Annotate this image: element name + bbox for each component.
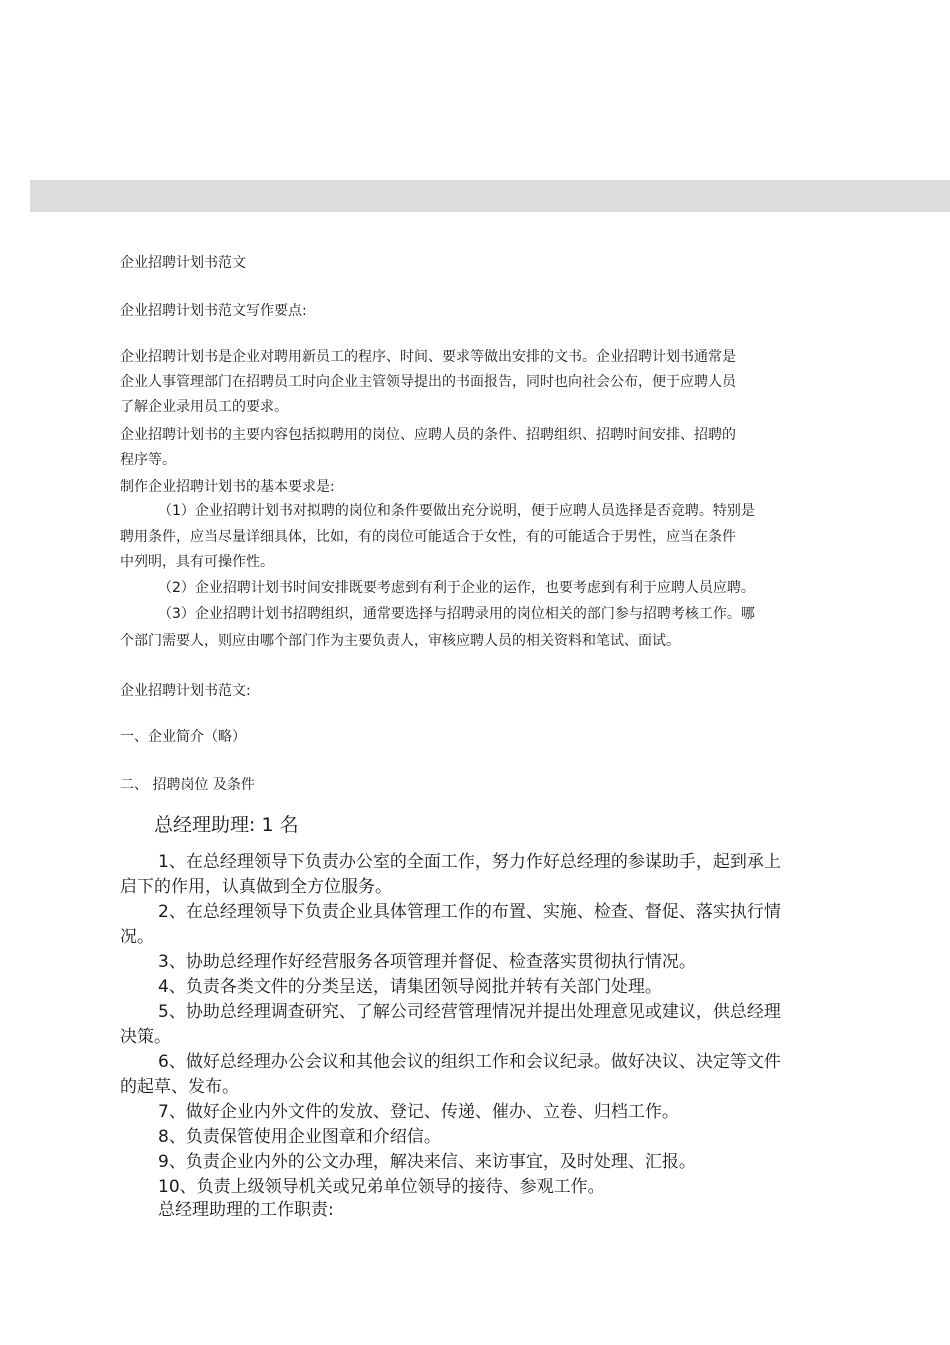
duty-line: 2、在总经理领导下负责企业具体管理工作的布置、实施、检查、督促、落实执行情 <box>158 902 781 922</box>
duty-line: 5、协助总经理调查研究、了解公司经营管理情况并提出处理意见或建议，供总经理 <box>158 1002 781 1022</box>
duty-line: 总经理助理的工作职责: <box>158 1200 334 1220</box>
intro-line: 企业人事管理部门在招聘员工时向企业主管领导提出的书面报告，同时也向社会公布，便于应聘人员 <box>120 374 736 390</box>
document-subtitle: 企业招聘计划书范文写作要点: <box>120 303 307 319</box>
section-heading-1: 一、企业简介（略） <box>120 729 246 745</box>
requirement-line: （3）企业招聘计划书招聘组织，通常要选择与招聘录用的岗位相关的部门参与招聘考核工作。哪 <box>158 606 755 622</box>
requirement-line: （2）企业招聘计划书时间安排既要考虑到有利于企业的运作，也要考虑到有利于应聘人员应聘。 <box>158 580 755 596</box>
sample-heading: 企业招聘计划书范文: <box>120 683 251 699</box>
duty-line: 7、做好企业内外文件的发放、登记、传递、催办、立卷、归档工作。 <box>158 1102 679 1122</box>
intro-line: 企业招聘计划书是企业对聘用新员工的程序、时间、要求等做出安排的文书。企业招聘计划书通常是 <box>120 349 736 365</box>
duty-line: 决策。 <box>120 1027 171 1047</box>
header-band <box>30 180 950 212</box>
duty-line: 3、协助总经理作好经营服务各项管理并督促、检查落实贯彻执行情况。 <box>158 952 696 972</box>
requirement-line: 个部门需要人，则应由哪个部门作为主要负责人，审核应聘人员的相关资料和笔试、面试。 <box>120 633 680 649</box>
intro-line: 制作企业招聘计划书的基本要求是: <box>120 479 335 495</box>
intro-line: 了解企业录用员工的要求。 <box>120 399 288 415</box>
duty-line: 8、负责保管使用企业图章和介绍信。 <box>158 1127 441 1147</box>
intro-line: 企业招聘计划书的主要内容包括拟聘用的岗位、应聘人员的条件、招聘组织、招聘时间安排、招聘的 <box>120 427 736 443</box>
document-title: 企业招聘计划书范文 <box>120 255 246 271</box>
duty-line: 1、在总经理领导下负责办公室的全面工作，努力作好总经理的参谋助手，起到承上 <box>158 852 781 872</box>
section-heading-2: 二、 招聘岗位 及条件 <box>120 777 255 793</box>
requirement-line: 中列明，具有可操作性。 <box>120 554 274 570</box>
duty-line: 况。 <box>120 927 154 947</box>
requirement-line: 聘用条件，应当尽量详细具体，比如，有的岗位可能适合于女性，有的可能适合于男性，应当在条件 <box>120 529 736 545</box>
duty-line: 6、做好总经理办公会议和其他会议的组织工作和会议纪录。做好决议、决定等文件 <box>158 1052 781 1072</box>
duty-line: 10、负责上级领导机关或兄弟单位领导的接待、参观工作。 <box>158 1177 605 1197</box>
requirement-line: （1）企业招聘计划书对拟聘的岗位和条件要做出充分说明，便于应聘人员选择是否竞聘。特别是 <box>158 503 755 519</box>
duty-line: 9、负责企业内外的公文办理，解决来信、来访事宜，及时处理、汇报。 <box>158 1152 696 1172</box>
position-title: 总经理助理: 1 名 <box>154 814 299 836</box>
duty-line: 4、负责各类文件的分类呈送，请集团领导阅批并转有关部门处理。 <box>158 977 662 997</box>
duty-line: 的起草、发布。 <box>120 1077 239 1097</box>
duty-line: 启下的作用，认真做到全方位服务。 <box>120 877 392 897</box>
intro-line: 程序等。 <box>120 452 176 468</box>
